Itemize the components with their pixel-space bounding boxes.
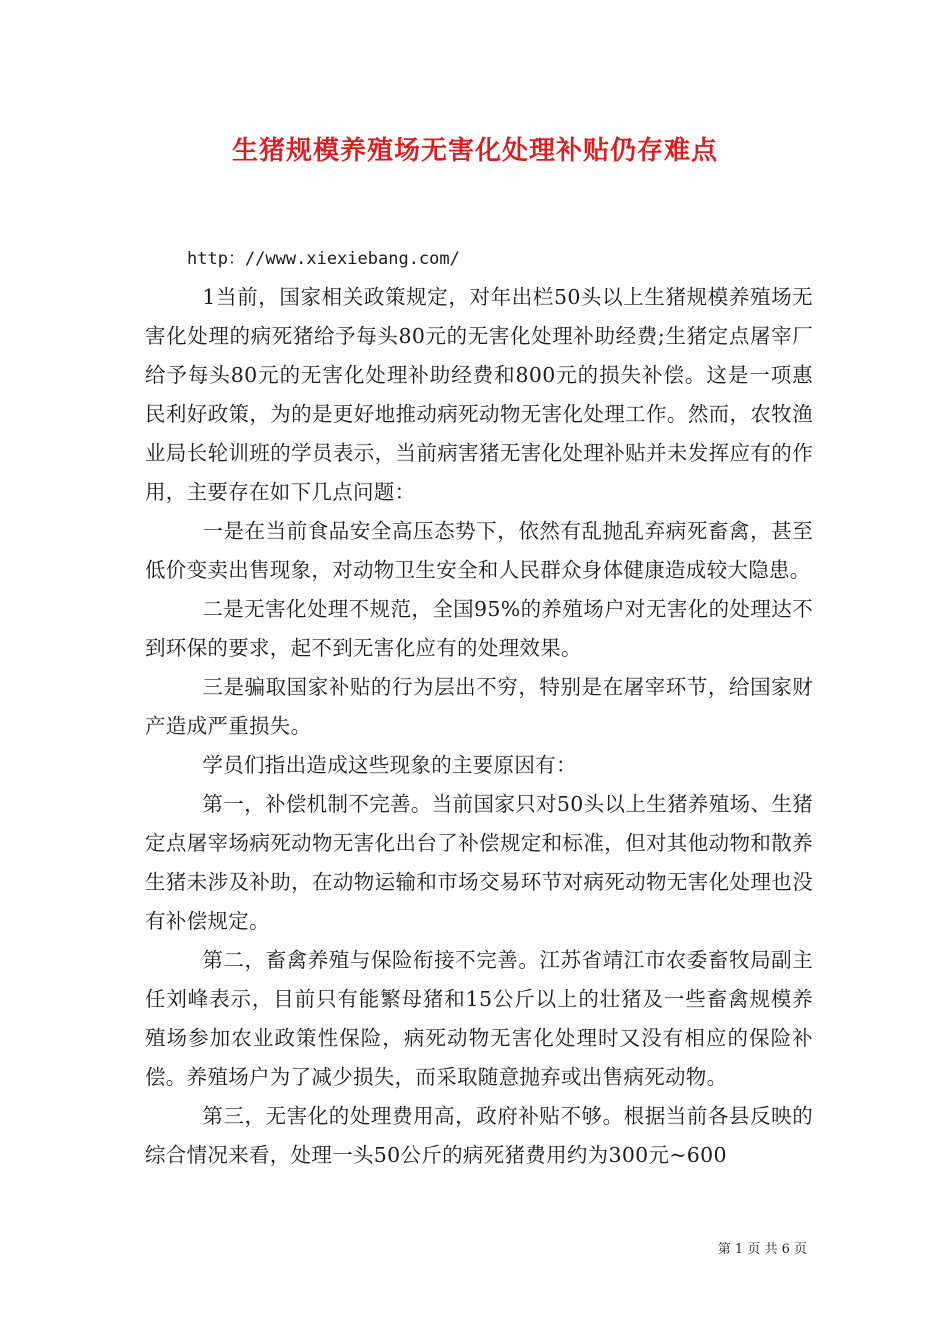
document-title: 生猪规模养殖场无害化处理补贴仍存难点: [231, 136, 718, 166]
paragraph: 二是无害化处理不规范，全国95%的养殖场户对无害化的处理达不到环保的要求，起不到无害化应有的处理效果。: [145, 597, 813, 660]
page-number: 第 1 页 共 6 页: [717, 1242, 807, 1257]
document-body: [145, 240, 813, 1175]
paragraph: 第一，补偿机制不完善。当前国家只对50头以上生猪养殖场、生猪定点屠宰场病死动物无害化出台了补偿规定和标准，但对其他动物和散养生猪未涉及补助，在动物运输和市场交易环节对病死动物无害化处理也没有补偿规定。: [145, 792, 813, 933]
paragraph: 第二，畜禽养殖与保险衔接不完善。江苏省靖江市农委畜牧局副主任刘峰表示，目前只有能繁母猪和15公斤以上的壮猪及一些畜禽规模养殖场参加农业政策性保险，病死动物无害化处理时又没有相应的保险补偿。养殖场户为了减少损失，而采取随意抛弃或出售病死动物。: [145, 948, 813, 1089]
paragraph: 第三，无害化的处理费用高，政府补贴不够。根据当前各县反映的综合情况来看，处理一头50公斤的病死猪费用约为300元~600: [145, 1104, 813, 1167]
paragraph: 三是骗取国家补贴的行为层出不穷，特别是在屠宰环节，给国家财产造成严重损失。: [145, 675, 813, 738]
source-url: http：//www.xiexiebang.com/: [187, 249, 460, 269]
paragraph: 学员们指出造成这些现象的主要原因有：: [202, 753, 577, 777]
paragraph: 1当前，国家相关政策规定，对年出栏50头以上生猪规模养殖场无害化处理的病死猪给予每头80元的无害化处理补助经费;生猪定点屠宰厂给予每头80元的无害化处理补助经费和800元的损失补偿。这是一项惠民利好政策，为的是更好地推动病死动物无害化处理工作。然而，农牧渔业局长轮训班的学员表示，当前病害猪无害化处理补贴并未发挥应有的作用，主要存在如下几点问题：: [145, 285, 813, 504]
paragraph: 一是在当前食品安全高压态势下，依然有乱抛乱弃病死畜禽，甚至低价变卖出售现象，对动物卫生安全和人民群众身体健康造成较大隐患。: [145, 519, 813, 582]
